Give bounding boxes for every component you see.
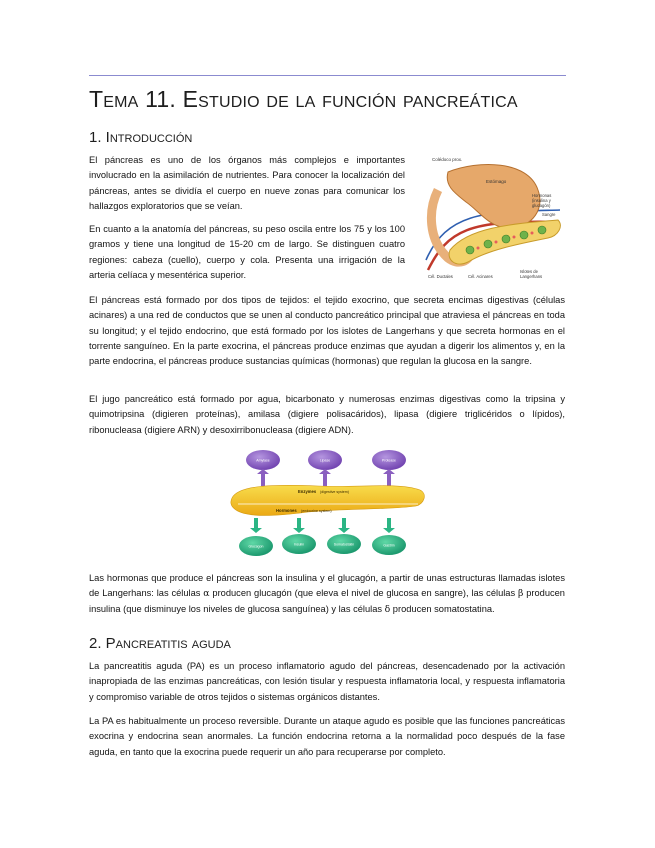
beta-symbol: β bbox=[517, 588, 524, 600]
title-rule bbox=[89, 75, 566, 76]
label-langerhans: Langerhans bbox=[520, 274, 543, 279]
paragraph: El jugo pancreático está formado por agua, bicarbonato y numerosas enzimas digestivas como la tripsina y quimotripsina (digieren proteínas), amilasa (digiere polisacáridos), lipasa (digiere triglicéridos o lípidos), ribonucleasa (digiere ARN) y desoxirribonucleasa (digiere ADN). bbox=[89, 394, 565, 435]
section-heading-introduccion: 1. Introducción bbox=[89, 129, 193, 146]
bubble-label: Protease bbox=[381, 458, 397, 463]
hormones-sub-label: (endocrine system) bbox=[301, 509, 332, 513]
label-sangre: Sangre bbox=[542, 212, 556, 217]
label-acinares: Cél. Acinares bbox=[468, 274, 493, 279]
paragraph: La pancreatitis aguda (PA) es un proceso inflamatorio agudo del páncreas, desencadenado por la activación inapropiada de las enzimas pancreáticas, con lesión tisular y respuesta inflamatoria local, y respuesta inflamatoria y compromiso variable de otros tejidos o sistemas orgánicos distantes. bbox=[89, 661, 565, 702]
label-estomago: Estómago bbox=[486, 179, 507, 184]
bubble-label: Insulin bbox=[293, 542, 305, 547]
arrow-down-icon bbox=[293, 518, 305, 533]
paragraph: En cuanto a la anatomía del páncreas, su peso oscila entre los 75 y los 100 gramos y tiene una longitud de 15-20 cm de largo. Se distinguen cuatro regiones: cabeza (cuello), cuerpo y cola. Presenta una irrigación de la arteria celíaca y mesentérica superior. bbox=[89, 224, 405, 280]
enzymes-sub-label: (digestive system) bbox=[320, 490, 349, 494]
paragraph-hormonas: Las hormonas que produce el páncreas son la insulina y el glucagón, a partir de unas estructuras llamadas islotes de Langerhans: las células α producen glucagón (que eleva el nivel de glucosa en sangre), las células β producen insulina (que disminuye los niveles de glucosa sanguínea) y las células δ producen somatostatina. bbox=[89, 573, 565, 615]
label-islotes: Islotes de bbox=[520, 269, 538, 274]
label-hormonas: Hormonas bbox=[532, 193, 552, 198]
paragraph: El páncreas está formado por dos tipos de tejidos: el tejido exocrino, que secreta encimas digestivas (células acinares) a una red de conductos que se unen al conducto pancreático principal que atraviesa el páncreas en toda su longitud; y el tejido endocrino, que está formado por los islotes de Langerhans y que secreta hormonas en el torrente sanguíneo. En la parte exocrina, el páncreas produce enzimas que ayudan a digerir los alimentos y, en la parte endocrina, el páncreas produce sustancias químicas (hormonas) que regulan la glucosa en la sangre. bbox=[89, 295, 565, 367]
islet-dot bbox=[520, 231, 528, 239]
arrow-down-icon bbox=[338, 518, 350, 533]
hormones-label: Hormones bbox=[276, 508, 297, 513]
islet-dot bbox=[538, 226, 546, 234]
section-heading-pancreatitis: 2. Pancreatitis aguda bbox=[89, 635, 231, 652]
arrow-up-icon bbox=[383, 469, 395, 486]
pancreas-anatomy-figure bbox=[408, 150, 568, 284]
bubble-label: Glucagon bbox=[248, 544, 264, 549]
arrow-up-icon bbox=[257, 469, 269, 486]
label-ductales: Cél. Ductales bbox=[428, 274, 453, 279]
islet-dot bbox=[502, 235, 510, 243]
pancreas-secretions-figure bbox=[228, 446, 428, 561]
label-insulina: (insulina y bbox=[532, 198, 551, 203]
enzymes-label: Enzymes bbox=[298, 489, 317, 494]
arrow-up-icon bbox=[319, 469, 331, 486]
bubble-label: Amylase bbox=[256, 458, 270, 463]
arrow-down-icon bbox=[250, 518, 262, 533]
bubble-label: Somatostatin bbox=[333, 542, 355, 547]
alpha-symbol: α bbox=[203, 588, 210, 600]
page-title: Tema 11. Estudio de la función pancreática bbox=[89, 86, 518, 112]
islet-dot bbox=[484, 240, 492, 248]
paragraph: La PA es habitualmente un proceso reversible. Durante un ataque agudo es posible que las funciones pancreáticas exocrina y endocrina sean anormales. La función endocrina retorna a la normalidad poco después de la fase aguda, en tanto que la exocrina puede requerir un año para recuperarse por completo. bbox=[89, 716, 565, 757]
islet-dot bbox=[466, 246, 474, 254]
bubble-label: Lipase bbox=[319, 458, 331, 463]
delta-symbol: δ bbox=[384, 603, 391, 615]
label-coledoco: Colédoco prox. bbox=[432, 157, 463, 162]
label-glucagon: glucagón) bbox=[532, 203, 551, 208]
bubble-label: Gastrin bbox=[383, 543, 395, 548]
arrow-down-icon bbox=[383, 518, 395, 533]
paragraph: El páncreas es uno de los órganos más complejos e importantes involucrado en la asimilación de nutrientes. Para conocer la localización del páncreas, antes se dividía el cuerpo en nueve zonas para comunicar los hallazgos exploratorios que se veían. bbox=[89, 155, 405, 211]
